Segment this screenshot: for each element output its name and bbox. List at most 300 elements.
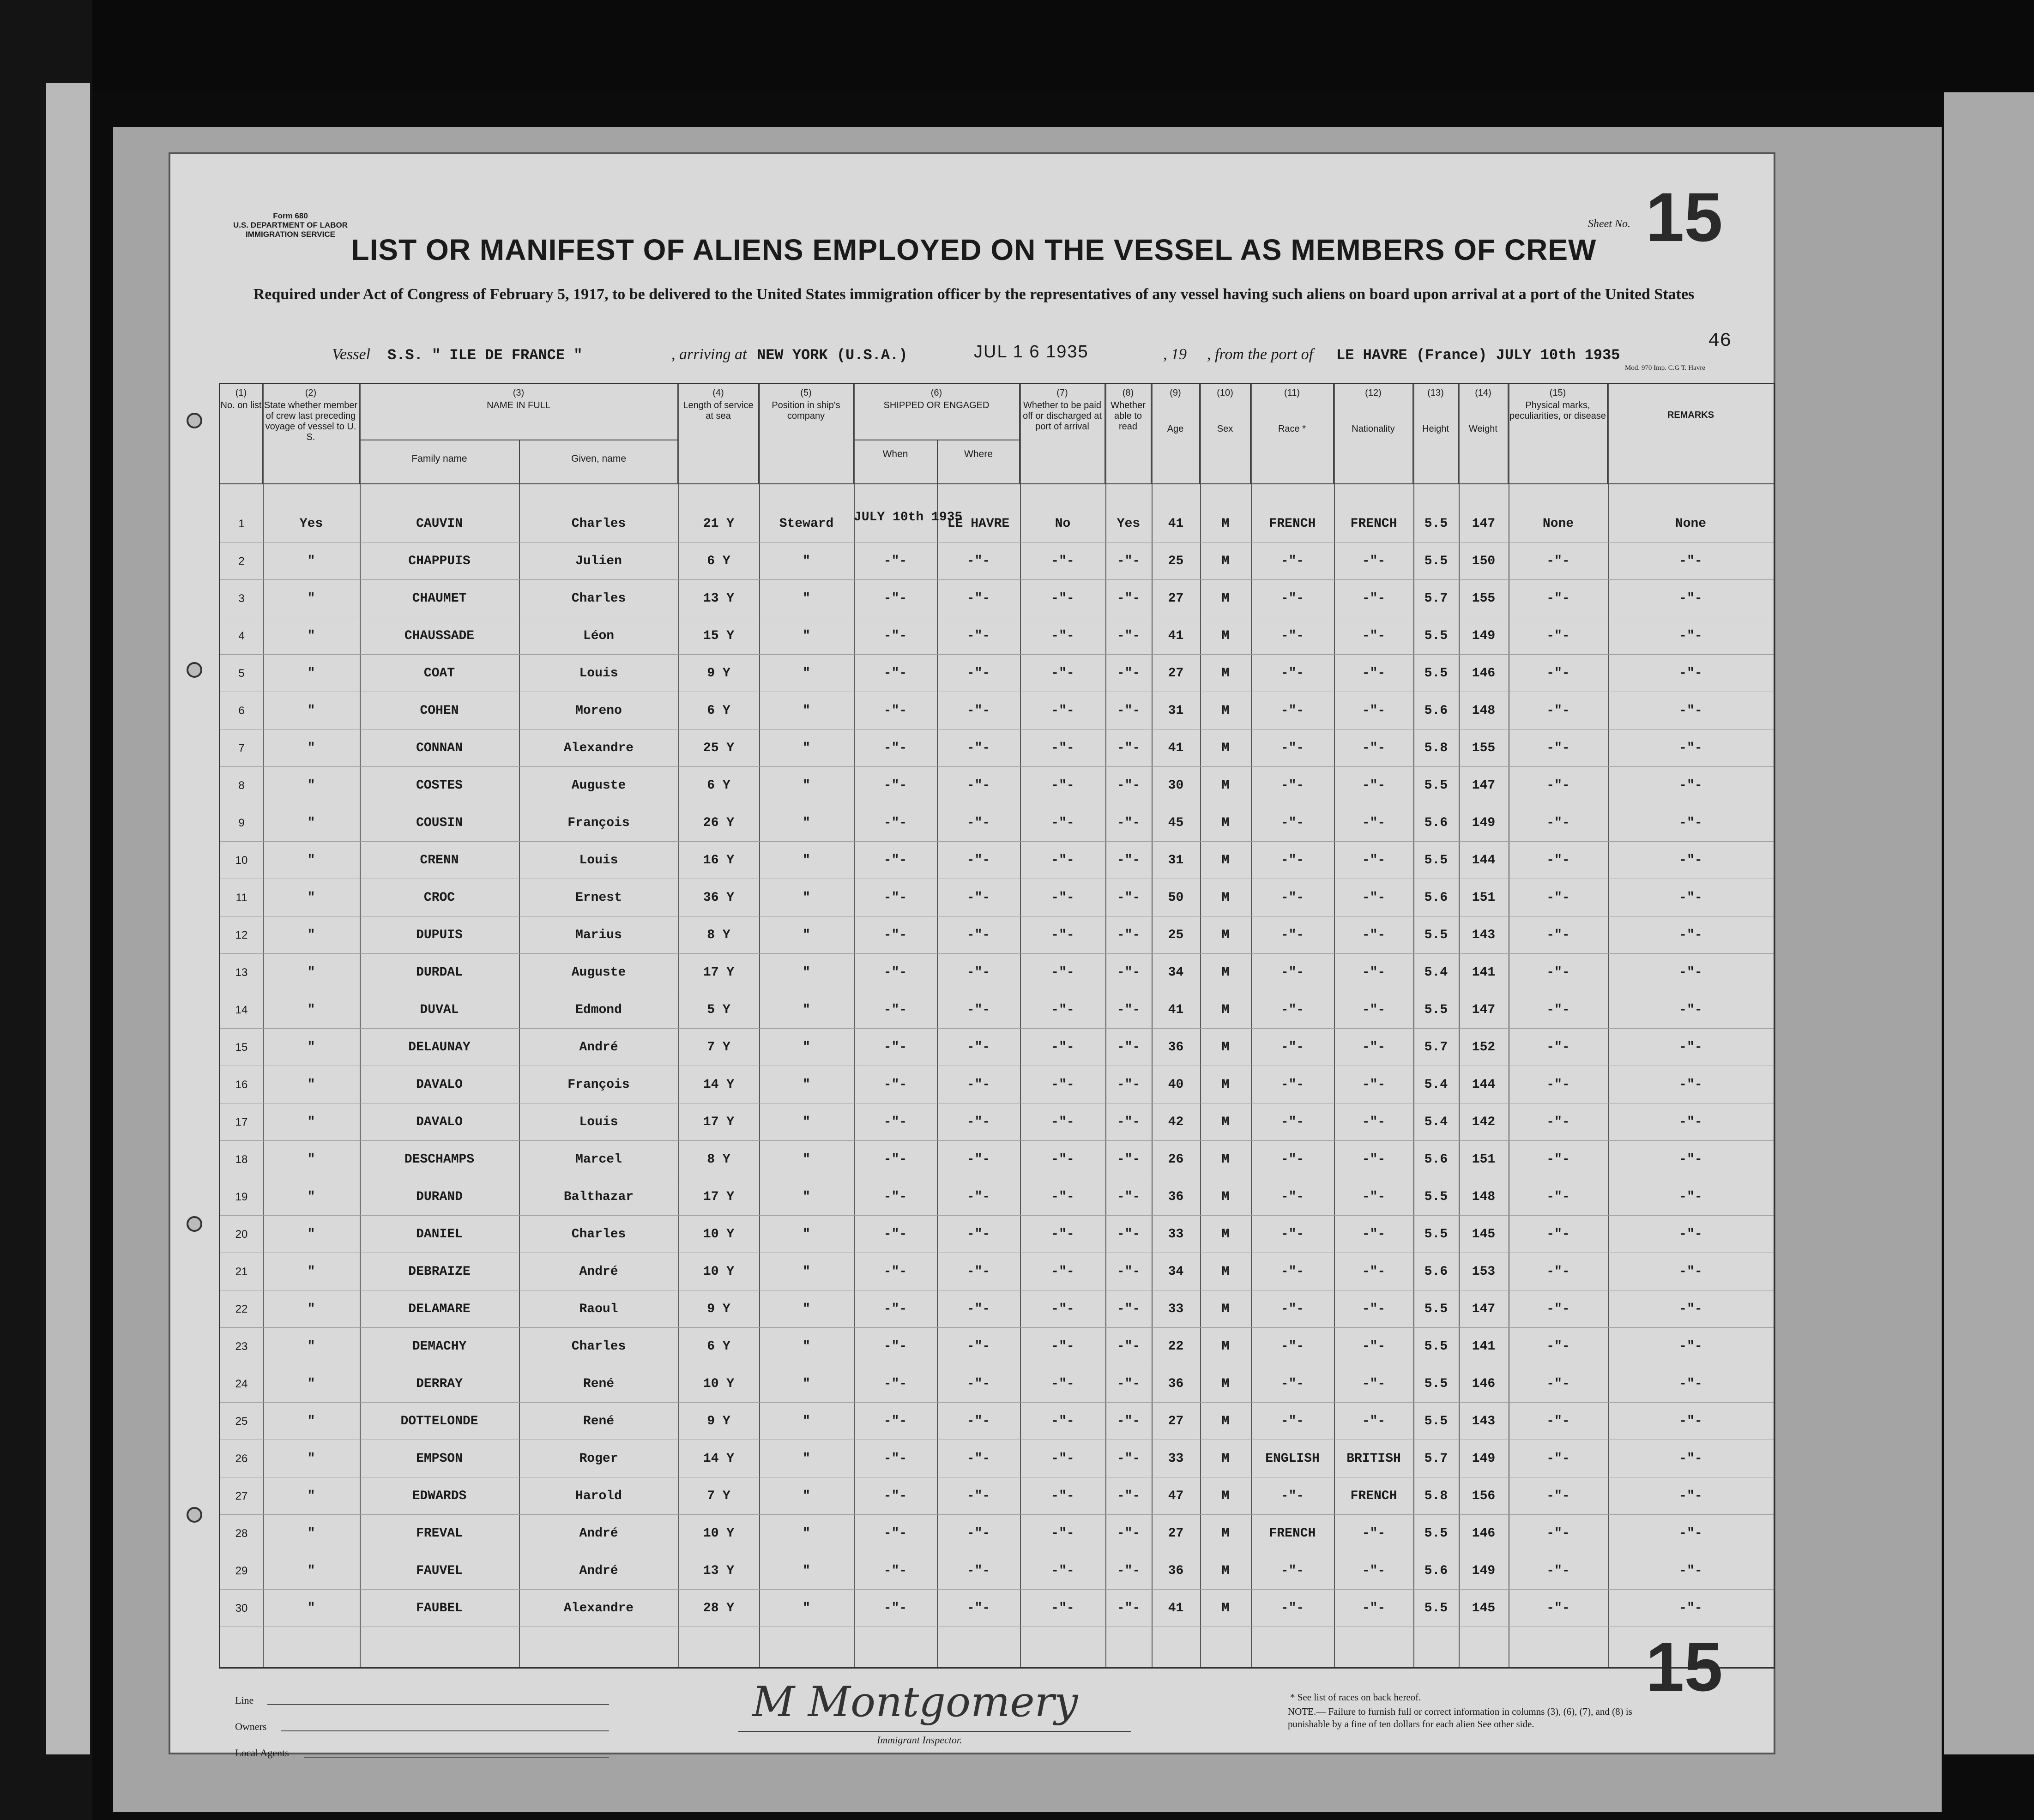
cell-sex: M xyxy=(1221,778,1230,793)
binder-strip xyxy=(46,83,90,1754)
cell-age: 40 xyxy=(1168,1078,1184,1092)
cell-weight: 145 xyxy=(1472,1227,1496,1241)
inspector-label: Immigrant Inspector. xyxy=(877,1734,962,1746)
cell-family-name: CHAUSSADE xyxy=(404,629,475,643)
punch-hole xyxy=(187,662,202,678)
cell-paid-off: -"- xyxy=(1051,1152,1074,1167)
cell-race: -"- xyxy=(1280,1339,1304,1354)
footer-line-label: Line xyxy=(235,1694,254,1706)
cell-weight: 155 xyxy=(1472,591,1496,606)
cell-remarks: -"- xyxy=(1679,1115,1702,1129)
cell-remarks: -"- xyxy=(1679,1414,1702,1428)
races-note: * See list of races on back hereof. xyxy=(1290,1692,1421,1703)
punch-hole xyxy=(187,1507,202,1523)
cell-given-name: François xyxy=(567,1078,630,1092)
cell-read: -"- xyxy=(1117,1526,1141,1541)
cell-service-length: 14 Y xyxy=(703,1452,735,1466)
cell-position: " xyxy=(803,1302,810,1316)
cell-paid-off: -"- xyxy=(1051,816,1074,830)
cell-shipped-where: -"- xyxy=(966,1190,990,1204)
name-subdivider xyxy=(519,440,520,483)
cell-race: -"- xyxy=(1280,1152,1304,1167)
cell-race: -"- xyxy=(1280,928,1304,942)
cell-race: -"- xyxy=(1280,1190,1304,1204)
cell-no: 10 xyxy=(235,854,248,867)
cell-race: -"- xyxy=(1280,1227,1304,1241)
cell-no: 6 xyxy=(238,705,245,717)
table-row xyxy=(220,1477,1774,1515)
cell-sex: M xyxy=(1221,1601,1230,1615)
cell-position: " xyxy=(803,666,810,681)
cell-shipped-where: -"- xyxy=(966,816,990,830)
cell-shipped-when: -"- xyxy=(883,853,907,868)
cell-physical-marks: -"- xyxy=(1546,1526,1570,1541)
right-strip xyxy=(1944,92,2034,1754)
cell-given-name: Roger xyxy=(579,1452,618,1466)
cell-position: " xyxy=(803,965,810,980)
cell-shipped-where: -"- xyxy=(966,1115,990,1129)
cell-shipped-when: -"- xyxy=(883,666,907,681)
table-row xyxy=(220,1590,1774,1627)
from-port: LE HAVRE (France) JULY 10th 1935 xyxy=(1336,347,1620,364)
cell-age: 41 xyxy=(1168,629,1184,643)
cell-race: -"- xyxy=(1280,778,1304,793)
cell-height: 5.5 xyxy=(1424,1227,1448,1241)
cell-height: 5.4 xyxy=(1424,965,1448,980)
cell-remarks: -"- xyxy=(1679,1190,1702,1204)
table-row xyxy=(220,1515,1774,1552)
cell-nationality: FRENCH xyxy=(1350,517,1397,531)
cell-family-name: CROC xyxy=(423,891,455,905)
cell-weight: 151 xyxy=(1472,891,1496,905)
cell-sex: M xyxy=(1221,1339,1230,1354)
cell-previous-voyage: " xyxy=(307,1115,315,1129)
header-nationality: (12) Nationality xyxy=(1334,384,1413,483)
cell-no: 23 xyxy=(235,1340,248,1353)
cell-family-name: CONNAN xyxy=(416,741,463,755)
cell-given-name: André xyxy=(579,1265,618,1279)
cell-read: -"- xyxy=(1117,1377,1141,1391)
cell-paid-off: -"- xyxy=(1051,1302,1074,1316)
cell-race: -"- xyxy=(1280,1302,1304,1316)
cell-read: -"- xyxy=(1117,1115,1141,1129)
shipped-subdivider xyxy=(937,440,938,483)
cell-height: 5.4 xyxy=(1424,1078,1448,1092)
cell-sex: M xyxy=(1221,1003,1230,1017)
cell-no: 24 xyxy=(235,1378,248,1390)
cell-previous-voyage: " xyxy=(307,1152,315,1167)
cell-service-length: 26 Y xyxy=(703,816,735,830)
cell-position: " xyxy=(803,1489,810,1503)
cell-shipped-where: -"- xyxy=(966,1339,990,1354)
cell-given-name: Marius xyxy=(575,928,622,942)
cell-previous-voyage: " xyxy=(307,1601,315,1615)
cell-given-name: Charles xyxy=(571,1227,626,1241)
cell-shipped-when: -"- xyxy=(883,1115,907,1129)
cell-age: 36 xyxy=(1168,1377,1184,1391)
cell-service-length: 17 Y xyxy=(703,1190,735,1204)
cell-family-name: EDWARDS xyxy=(412,1489,467,1503)
cell-paid-off: -"- xyxy=(1051,1564,1074,1578)
cell-previous-voyage: " xyxy=(307,1414,315,1428)
cell-age: 42 xyxy=(1168,1115,1184,1129)
cell-sex: M xyxy=(1221,1526,1230,1541)
cell-shipped-where: -"- xyxy=(966,591,990,606)
cell-physical-marks: -"- xyxy=(1546,891,1570,905)
cell-sex: M xyxy=(1221,1489,1230,1503)
cell-shipped-when: -"- xyxy=(883,1265,907,1279)
cell-sex: M xyxy=(1221,1078,1230,1092)
cell-no: 9 xyxy=(238,817,245,829)
cell-paid-off: -"- xyxy=(1051,1339,1074,1354)
year-label: , 19 xyxy=(1163,346,1187,363)
cell-no: 21 xyxy=(235,1266,248,1278)
header-age: (9) Age xyxy=(1152,384,1200,483)
table-row xyxy=(220,580,1774,617)
cell-shipped-where: -"- xyxy=(966,1377,990,1391)
cell-shipped-when: JULY 10th 1935 xyxy=(854,510,963,524)
cell-race: -"- xyxy=(1280,1115,1304,1129)
cell-race: -"- xyxy=(1280,1040,1304,1055)
table-row xyxy=(220,879,1774,916)
cell-nationality: -"- xyxy=(1362,891,1386,905)
cell-sex: M xyxy=(1221,965,1230,980)
cell-previous-voyage: " xyxy=(307,891,315,905)
cell-family-name: CAUVIN xyxy=(416,517,463,531)
cell-nationality: -"- xyxy=(1362,1152,1386,1167)
cell-remarks: -"- xyxy=(1679,1601,1702,1615)
cell-sex: M xyxy=(1221,666,1230,681)
cell-previous-voyage: Yes xyxy=(299,517,323,531)
cell-age: 33 xyxy=(1168,1452,1184,1466)
cell-family-name: DUVAL xyxy=(420,1003,459,1017)
cell-shipped-when: -"- xyxy=(883,1489,907,1503)
cell-no: 3 xyxy=(238,592,245,605)
cell-shipped-where: -"- xyxy=(966,1302,990,1316)
cell-shipped-when: -"- xyxy=(883,629,907,643)
cell-nationality: -"- xyxy=(1362,1601,1386,1615)
cell-position: " xyxy=(803,1003,810,1017)
cell-shipped-when: -"- xyxy=(883,554,907,568)
cell-service-length: 9 Y xyxy=(707,1414,730,1428)
cell-age: 34 xyxy=(1168,965,1184,980)
cell-read: -"- xyxy=(1117,1601,1141,1615)
cell-height: 5.5 xyxy=(1424,928,1448,942)
form-number: Form 680 xyxy=(273,211,308,220)
cell-age: 47 xyxy=(1168,1489,1184,1503)
cell-position: " xyxy=(803,1115,810,1129)
cell-given-name: Auguste xyxy=(571,965,626,980)
cell-shipped-when: -"- xyxy=(883,1040,907,1055)
cell-shipped-when: -"- xyxy=(883,1377,907,1391)
cell-race: -"- xyxy=(1280,891,1304,905)
cell-nationality: -"- xyxy=(1362,591,1386,606)
cell-nationality: -"- xyxy=(1362,1414,1386,1428)
cell-age: 25 xyxy=(1168,554,1184,568)
table-row xyxy=(220,729,1774,767)
cell-remarks: None xyxy=(1675,517,1707,531)
from-port-label: , from the port of xyxy=(1207,346,1314,363)
table-row xyxy=(220,1141,1774,1178)
cell-nationality: -"- xyxy=(1362,1302,1386,1316)
cell-shipped-where: -"- xyxy=(966,1152,990,1167)
cell-service-length: 6 Y xyxy=(707,1339,730,1354)
cell-weight: 148 xyxy=(1472,1190,1496,1204)
cell-shipped-when: -"- xyxy=(883,1601,907,1615)
cell-remarks: -"- xyxy=(1679,928,1702,942)
cell-family-name: COHEN xyxy=(420,704,459,718)
cell-race: -"- xyxy=(1280,1078,1304,1092)
cell-height: 5.6 xyxy=(1424,1152,1448,1167)
cell-no: 11 xyxy=(235,892,247,904)
cell-weight: 146 xyxy=(1472,1377,1496,1391)
cell-weight: 147 xyxy=(1472,517,1496,531)
cell-family-name: COAT xyxy=(423,666,455,681)
vessel-info-line xyxy=(332,342,1671,371)
header-family-name: Family name xyxy=(411,453,467,464)
cell-position: " xyxy=(803,704,810,718)
cell-position: " xyxy=(803,1414,810,1428)
cell-physical-marks: -"- xyxy=(1546,704,1570,718)
cell-sex: M xyxy=(1221,1564,1230,1578)
cell-read: -"- xyxy=(1117,853,1141,868)
cell-physical-marks: -"- xyxy=(1546,1414,1570,1428)
table-row xyxy=(220,617,1774,655)
cell-height: 5.6 xyxy=(1424,1564,1448,1578)
cell-service-length: 9 Y xyxy=(707,1302,730,1316)
cell-read: -"- xyxy=(1117,1190,1141,1204)
footer-line-rule xyxy=(267,1704,609,1705)
cell-no: 17 xyxy=(235,1116,248,1128)
cell-height: 5.6 xyxy=(1424,816,1448,830)
inspector-signature: M Montgomery xyxy=(752,1678,1078,1726)
cell-given-name: Ernest xyxy=(575,891,622,905)
arriving-label: , arriving at xyxy=(671,346,747,363)
cell-family-name: EMPSON xyxy=(416,1452,463,1466)
header-height: (13) Height xyxy=(1413,384,1459,483)
cell-position: " xyxy=(803,1227,810,1241)
cell-paid-off: -"- xyxy=(1051,1190,1074,1204)
cell-given-name: Louis xyxy=(579,1115,618,1129)
cell-physical-marks: -"- xyxy=(1546,1040,1570,1055)
cell-position: " xyxy=(803,1377,810,1391)
cell-weight: 143 xyxy=(1472,1414,1496,1428)
cell-given-name: René xyxy=(583,1414,615,1428)
cell-remarks: -"- xyxy=(1679,1078,1702,1092)
cell-position: " xyxy=(803,1265,810,1279)
cell-previous-voyage: " xyxy=(307,741,315,755)
cell-age: 27 xyxy=(1168,1414,1184,1428)
cell-height: 5.5 xyxy=(1424,1526,1448,1541)
cell-family-name: DELAUNAY xyxy=(408,1040,471,1055)
cell-nationality: -"- xyxy=(1362,666,1386,681)
cell-position: " xyxy=(803,1078,810,1092)
cell-height: 5.5 xyxy=(1424,1377,1448,1391)
cell-family-name: DESCHAMPS xyxy=(404,1152,475,1167)
cell-height: 5.6 xyxy=(1424,704,1448,718)
table-row xyxy=(220,767,1774,804)
cell-shipped-where: -"- xyxy=(966,741,990,755)
cell-remarks: -"- xyxy=(1679,1040,1702,1055)
cell-age: 41 xyxy=(1168,741,1184,755)
cell-race: -"- xyxy=(1280,1003,1304,1017)
cell-given-name: Léon xyxy=(583,629,615,643)
cell-nationality: -"- xyxy=(1362,1190,1386,1204)
cell-no: 27 xyxy=(235,1490,248,1502)
cell-race: -"- xyxy=(1280,629,1304,643)
cell-shipped-where: -"- xyxy=(966,554,990,568)
cell-sex: M xyxy=(1221,891,1230,905)
cell-given-name: Edmond xyxy=(575,1003,622,1017)
cell-paid-off: -"- xyxy=(1051,1452,1074,1466)
cell-physical-marks: -"- xyxy=(1546,1265,1570,1279)
cell-race: -"- xyxy=(1280,1601,1304,1615)
cell-family-name: DURDAL xyxy=(416,965,463,980)
cell-previous-voyage: " xyxy=(307,1302,315,1316)
cell-age: 36 xyxy=(1168,1564,1184,1578)
cell-given-name: Moreno xyxy=(575,704,622,718)
cell-sex: M xyxy=(1221,1452,1230,1466)
cell-sex: M xyxy=(1221,704,1230,718)
cell-age: 41 xyxy=(1168,1601,1184,1615)
cell-read: -"- xyxy=(1117,1265,1141,1279)
cell-shipped-when: -"- xyxy=(883,778,907,793)
cell-remarks: -"- xyxy=(1679,554,1702,568)
cell-service-length: 13 Y xyxy=(703,1564,735,1578)
cell-read: -"- xyxy=(1117,629,1141,643)
cell-given-name: François xyxy=(567,816,630,830)
cell-shipped-when: -"- xyxy=(883,1227,907,1241)
cell-shipped-where: -"- xyxy=(966,1227,990,1241)
table-row xyxy=(220,1328,1774,1365)
cell-no: 8 xyxy=(238,779,245,792)
cell-read: -"- xyxy=(1117,1489,1141,1503)
sheet-number-stamp-bottom: 15 xyxy=(1646,1628,1723,1705)
cell-paid-off: No xyxy=(1055,517,1071,531)
cell-remarks: -"- xyxy=(1679,1564,1702,1578)
cell-service-length: 6 Y xyxy=(707,778,730,793)
cell-family-name: FREVAL xyxy=(416,1526,463,1541)
cell-remarks: -"- xyxy=(1679,666,1702,681)
vessel-name: S.S. " ILE DE FRANCE " xyxy=(387,347,583,364)
cell-height: 5.8 xyxy=(1424,741,1448,755)
cell-nationality: -"- xyxy=(1362,1040,1386,1055)
cell-remarks: -"- xyxy=(1679,704,1702,718)
cell-no: 12 xyxy=(235,929,248,941)
cell-previous-voyage: " xyxy=(307,1190,315,1204)
cell-read: -"- xyxy=(1117,1078,1141,1092)
cell-height: 5.5 xyxy=(1424,1339,1448,1354)
cell-given-name: Julien xyxy=(575,554,622,568)
cell-read: -"- xyxy=(1117,1003,1141,1017)
cell-remarks: -"- xyxy=(1679,1377,1702,1391)
cell-weight: 149 xyxy=(1472,816,1496,830)
cell-physical-marks: -"- xyxy=(1546,666,1570,681)
cell-nationality: -"- xyxy=(1362,1227,1386,1241)
cell-previous-voyage: " xyxy=(307,629,315,643)
cell-nationality: -"- xyxy=(1362,1339,1386,1354)
table-row xyxy=(220,916,1774,954)
cell-read: -"- xyxy=(1117,1152,1141,1167)
cell-service-length: 25 Y xyxy=(703,741,735,755)
cell-physical-marks: -"- xyxy=(1546,1339,1570,1354)
cell-service-length: 15 Y xyxy=(703,629,735,643)
cell-previous-voyage: " xyxy=(307,778,315,793)
cell-shipped-when: -"- xyxy=(883,965,907,980)
cell-no: 26 xyxy=(235,1452,248,1465)
cell-race: -"- xyxy=(1280,853,1304,868)
cell-position: " xyxy=(803,1152,810,1167)
cell-race: -"- xyxy=(1280,1377,1304,1391)
cell-height: 5.5 xyxy=(1424,1414,1448,1428)
cell-race: -"- xyxy=(1280,666,1304,681)
arriving-port: NEW YORK (U.S.A.) xyxy=(757,347,908,364)
cell-remarks: -"- xyxy=(1679,965,1702,980)
cell-read: -"- xyxy=(1117,1302,1141,1316)
cell-age: 34 xyxy=(1168,1265,1184,1279)
penalty-note: NOTE.— Failure to furnish full or correct information in columns (3), (6), (7), and (8) is punishable by a fine of ten dollars for each alien See other side. xyxy=(1288,1706,1632,1730)
cell-race: -"- xyxy=(1280,1564,1304,1578)
cell-shipped-when: -"- xyxy=(883,1526,907,1541)
cell-service-length: 9 Y xyxy=(707,666,730,681)
cell-service-length: 10 Y xyxy=(703,1526,735,1541)
cell-physical-marks: -"- xyxy=(1546,1302,1570,1316)
cell-weight: 148 xyxy=(1472,704,1496,718)
table-row xyxy=(220,655,1774,692)
cell-race: -"- xyxy=(1280,1414,1304,1428)
cell-age: 33 xyxy=(1168,1302,1184,1316)
cell-nationality: -"- xyxy=(1362,1078,1386,1092)
cell-nationality: -"- xyxy=(1362,629,1386,643)
cell-race: -"- xyxy=(1280,741,1304,755)
cell-paid-off: -"- xyxy=(1051,928,1074,942)
cell-shipped-where: -"- xyxy=(966,1564,990,1578)
cell-family-name: COUSIN xyxy=(416,816,463,830)
cell-physical-marks: -"- xyxy=(1546,778,1570,793)
cell-physical-marks: -"- xyxy=(1546,1190,1570,1204)
cell-shipped-when: -"- xyxy=(883,1302,907,1316)
cell-paid-off: -"- xyxy=(1051,704,1074,718)
cell-family-name: DAVALO xyxy=(416,1078,463,1092)
cell-height: 5.6 xyxy=(1424,1265,1448,1279)
cell-shipped-where: -"- xyxy=(966,778,990,793)
cell-family-name: CRENN xyxy=(420,853,459,868)
cell-previous-voyage: " xyxy=(307,928,315,942)
header-previous-voyage: (2) State whether member of crew last preceding voyage of vessel to U. S. xyxy=(263,384,360,483)
cell-given-name: Harold xyxy=(575,1489,622,1503)
cell-no: 2 xyxy=(238,555,245,567)
cell-remarks: -"- xyxy=(1679,741,1702,755)
cell-race: -"- xyxy=(1280,554,1304,568)
table-row xyxy=(220,1290,1774,1328)
cell-read: -"- xyxy=(1117,591,1141,606)
footer-owners-rule xyxy=(281,1730,609,1731)
cell-weight: 142 xyxy=(1472,1115,1496,1129)
cell-nationality: -"- xyxy=(1362,1265,1386,1279)
cell-shipped-where: LE HAVRE xyxy=(947,517,1010,531)
cell-no: 28 xyxy=(235,1527,248,1540)
table-row xyxy=(220,1066,1774,1103)
cell-height: 5.5 xyxy=(1424,853,1448,868)
cell-shipped-where: -"- xyxy=(966,1003,990,1017)
cell-previous-voyage: " xyxy=(307,1339,315,1354)
cell-service-length: 10 Y xyxy=(703,1265,735,1279)
cell-position: Steward xyxy=(779,517,834,531)
cell-previous-voyage: " xyxy=(307,1078,315,1092)
cell-position: " xyxy=(803,853,810,868)
cell-weight: 149 xyxy=(1472,1564,1496,1578)
cell-paid-off: -"- xyxy=(1051,629,1074,643)
